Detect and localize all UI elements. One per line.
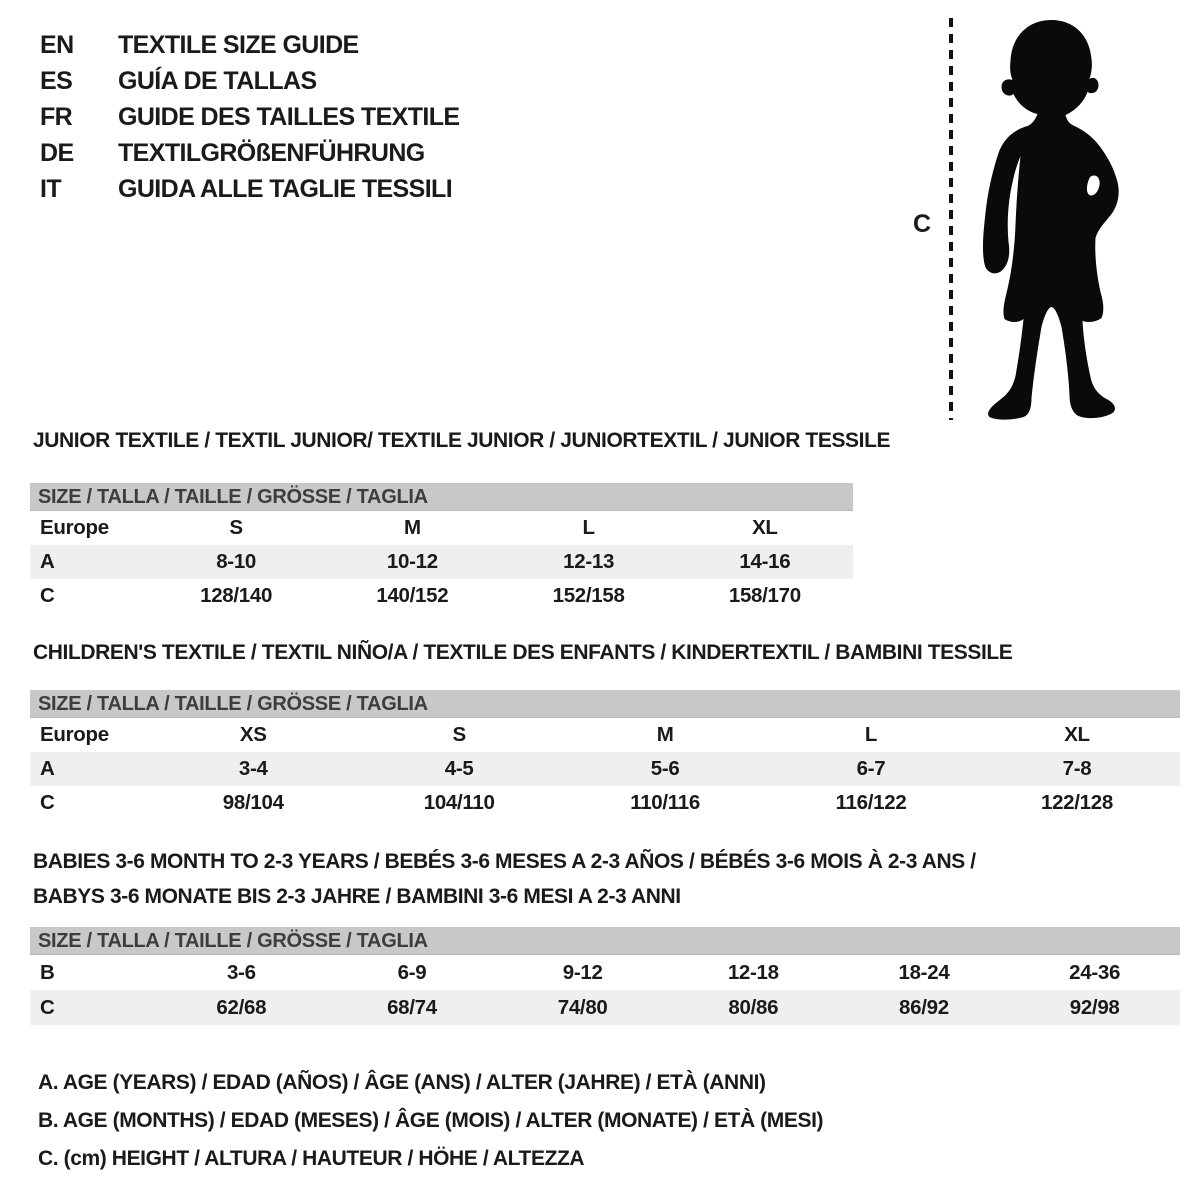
size-value-cell: 18-24 <box>898 960 950 984</box>
size-value-cell: 5-6 <box>650 757 680 780</box>
size-value-cell: 8-10 <box>216 550 257 573</box>
size-value-cell: 9-12 <box>562 960 603 984</box>
legend-line: C. (cm) HEIGHT / ALTURA / HAUTEUR / HÖHE / ALTEZZA <box>38 1147 585 1170</box>
row-label-cell: Europe <box>40 723 109 746</box>
size-value-cell: 92/98 <box>1069 995 1120 1019</box>
size-value-cell: S <box>229 516 243 539</box>
size-value-cell: 14-16 <box>739 550 791 573</box>
language-row <box>40 135 460 171</box>
section-children <box>30 640 1180 820</box>
legend-block <box>38 1064 823 1178</box>
size-value-cell: 12-18 <box>727 960 779 984</box>
row-label-cell: C <box>40 791 55 814</box>
size-value-cell: 6-9 <box>397 960 427 984</box>
table-row <box>30 718 1180 752</box>
legend-line: B. AGE (MONTHS) / EDAD (MESES) / ÂGE (MOIS) / ALTER (MONATE) / ETÀ (MESI) <box>38 1109 824 1132</box>
size-value-cell: XS <box>239 723 267 746</box>
size-value-cell: 62/68 <box>216 995 267 1019</box>
size-table-junior <box>30 511 853 613</box>
language-row <box>40 99 460 135</box>
row-label-cell: A <box>40 550 55 573</box>
table-row <box>30 786 1180 820</box>
language-title: TEXTILGRÖßENFÜHRUNG <box>118 138 425 167</box>
size-value-cell: 122/128 <box>1040 791 1113 814</box>
size-value-cell: M <box>403 516 421 539</box>
size-value-cell: 158/170 <box>728 584 801 607</box>
size-value-cell: 10-12 <box>386 550 438 573</box>
size-value-cell: 110/116 <box>630 791 700 814</box>
table-row <box>30 955 1180 990</box>
baby-figure-group <box>905 12 1160 428</box>
height-measure-dashed-line <box>947 16 955 422</box>
row-label-cell: A <box>40 757 55 780</box>
row-label-cell: C <box>40 584 55 607</box>
language-title: TEXTILE SIZE GUIDE <box>118 30 359 59</box>
size-value-cell: 140/152 <box>376 584 449 607</box>
language-title-block <box>40 27 460 207</box>
size-value-cell: 128/140 <box>200 584 273 607</box>
size-value-cell: 12-13 <box>563 550 615 573</box>
size-value-cell: 4-5 <box>444 757 474 780</box>
section-title-line2: BABYS 3-6 MONATE BIS 2-3 JAHRE / BAMBINI 3-6 MESI A 2-3 ANNI <box>33 885 681 908</box>
size-table-children <box>30 718 1180 820</box>
language-title: GUIDE DES TAILLES TEXTILE <box>118 102 460 131</box>
section-title: BABIES 3-6 MONTH TO 2-3 YEARS / BEBÉS 3-6 MESES A 2-3 AÑOS / BÉBÉS 3-6 MOIS À 2-3 ANS / <box>33 850 976 873</box>
language-row <box>40 63 460 99</box>
size-header-bar: SIZE / TALLA / TAILLE / GRÖSSE / TAGLIA <box>30 483 853 511</box>
size-value-cell: 24-36 <box>1069 960 1121 984</box>
size-value-cell: 3-6 <box>226 960 256 984</box>
table-row <box>30 545 853 579</box>
language-code: DE <box>40 138 74 167</box>
table-row <box>30 511 853 545</box>
size-header-bar: SIZE / TALLA / TAILLE / GRÖSSE / TAGLIA <box>30 927 1180 955</box>
legend-line: A. AGE (YEARS) / EDAD (AÑOS) / ÂGE (ANS) / ALTER (JAHRE) / ETÀ (ANNI) <box>38 1071 766 1094</box>
size-table-babies <box>30 955 1180 1025</box>
language-code: IT <box>40 174 62 203</box>
size-value-cell: 104/110 <box>423 791 495 814</box>
size-value-cell: 80/86 <box>728 995 779 1019</box>
row-label-cell: C <box>40 995 55 1019</box>
size-value-cell: 116/122 <box>835 791 907 814</box>
language-row <box>40 27 460 63</box>
table-row <box>30 990 1180 1025</box>
size-value-cell: 68/74 <box>387 995 437 1019</box>
table-row <box>30 579 853 613</box>
size-value-cell: 6-7 <box>856 757 886 780</box>
size-value-cell: 86/92 <box>899 995 949 1019</box>
language-title: GUÍA DE TALLAS <box>118 66 317 95</box>
language-row <box>40 171 460 207</box>
height-measure-label: C <box>913 210 932 238</box>
row-label-cell: Europe <box>40 516 109 539</box>
size-value-cell: XL <box>752 516 778 539</box>
section-title: CHILDREN'S TEXTILE / TEXTIL NIÑO/A / TEXTILE DES ENFANTS / KINDERTEXTIL / BAMBINI TESSILE <box>33 641 1013 664</box>
baby-silhouette <box>963 14 1148 424</box>
size-value-cell: 7-8 <box>1062 757 1092 780</box>
size-value-cell: L <box>864 723 878 746</box>
size-value-cell: 152/158 <box>552 584 625 607</box>
section-title: JUNIOR TEXTILE / TEXTIL JUNIOR/ TEXTILE JUNIOR / JUNIORTEXTIL / JUNIOR TESSILE <box>33 429 891 452</box>
language-code: ES <box>40 66 73 95</box>
size-value-cell: 3-4 <box>238 757 268 780</box>
section-babies <box>30 844 1180 1025</box>
size-value-cell: M <box>656 723 674 746</box>
row-label-cell: B <box>40 960 55 984</box>
size-header-bar: SIZE / TALLA / TAILLE / GRÖSSE / TAGLIA <box>30 690 1180 718</box>
section-junior <box>30 428 891 613</box>
size-value-cell: 74/80 <box>557 995 608 1019</box>
size-value-cell: XL <box>1064 723 1090 746</box>
language-title: GUIDA ALLE TAGLIE TESSILI <box>118 174 453 203</box>
size-value-cell: 98/104 <box>222 791 284 814</box>
language-code: EN <box>40 30 74 59</box>
size-value-cell: S <box>452 723 466 746</box>
language-code: FR <box>40 102 73 131</box>
size-value-cell: L <box>582 516 595 539</box>
table-row <box>30 752 1180 786</box>
